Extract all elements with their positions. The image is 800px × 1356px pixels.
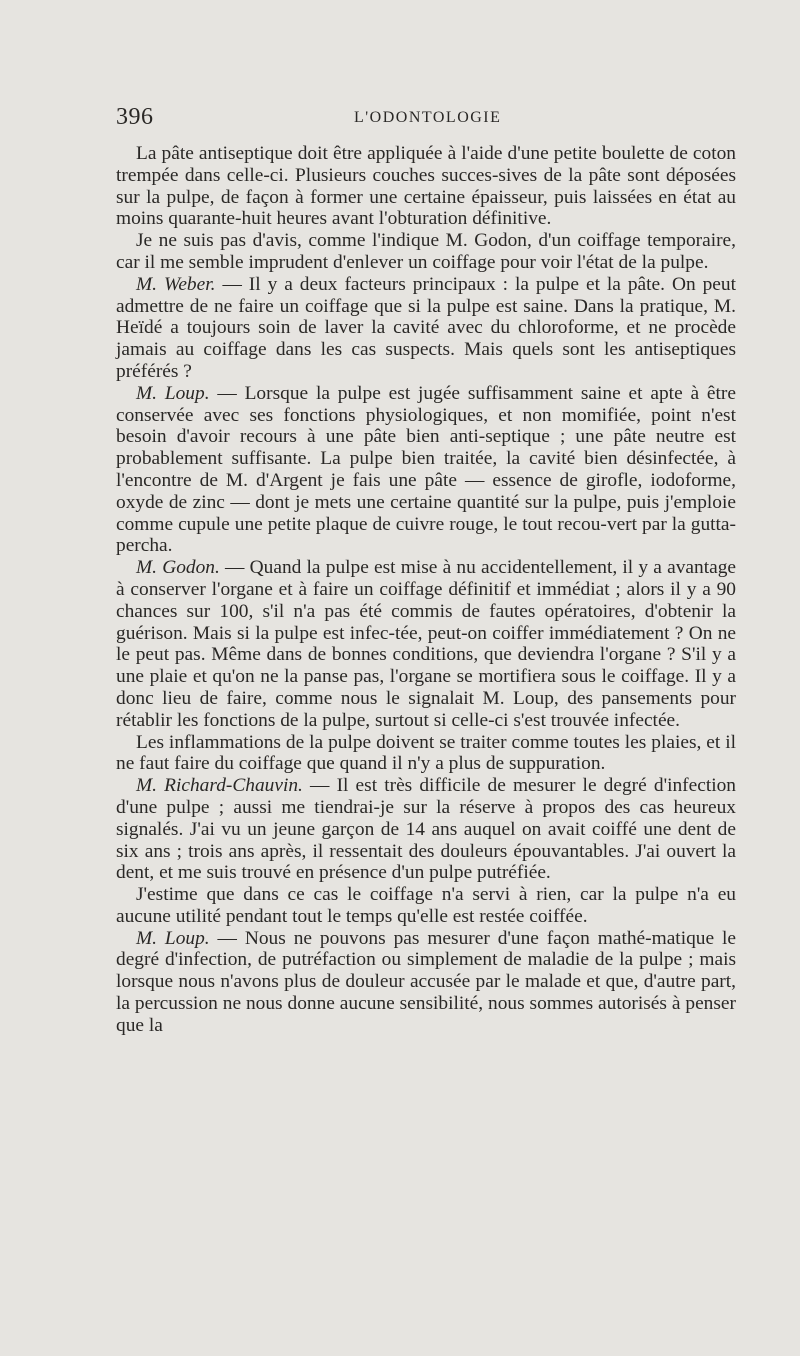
paragraph-text: J'estime que dans ce cas le coiffage n'a servi à rien, car la pulpe n'a eu aucune utilité pendant tout le temps qu'elle est restée coiffée. <box>116 884 736 927</box>
paragraph-text: — Nous ne pouvons pas mesurer d'une façon mathé-matique le degré d'infection, de putréfaction ou simplement de maladie de la pulpe ; mais lorsque nous n'avons plus de douleur accusée par le malade et que, d'autre part, la percussion ne nous donne aucune sensibilité, nous sommes autorisés à penser que la <box>116 927 736 1036</box>
paragraph-text: Je ne suis pas d'avis, comme l'indique M. Godon, d'un coiffage temporaire, car il me semble imprudent d'enlever un coiffage pour voir l'état de la pulpe. <box>116 230 736 273</box>
paragraph-text: Les inflammations de la pulpe doivent se traiter comme toutes les plaies, et il ne faut faire du coiffage que quand il n'y a plus de suppuration. <box>116 731 736 775</box>
paragraph-text: — Il est très difficile de mesurer le degré d'infection d'une pulpe ; aussi me tiendrai-je sur la réserve à propos des cas heureux signalés. J'ai vu un jeune garçon de 14 ans auquel on avait coiffé une dent de six ans ; trois ans après, il ressentait des douleurs épouvantables. J'ai ouvert la dent, et me suis trouvé en présence d'un pulpe putréfiée. <box>116 775 736 884</box>
paragraph <box>116 732 736 776</box>
paragraph <box>116 230 736 274</box>
paragraph-text: — Quand la pulpe est mise à nu accidentellement, il y a avantage à conserver l'organe et à faire un coiffage définitif et immédiat ; alors il y a 90 chances sur 100, s'il n'a pas été commis de fautes opératoires, d'obtenir la guérison. Mais si la pulpe est infec-tée, peut-on coiffer immédiatement ? On ne le peut pas. Même dans de bonnes conditions, que deviendra l'organe ? S'il y a une plaie et qu'on ne la panse pas, l'organe se mortifiera sous le coiffage. Il y a donc lieu de faire, comme nous le signalait M. Loup, des pansements pour rétablir les fonctions de la pulpe, surtout si celle-ci s'est trouvée infectée. <box>116 557 736 731</box>
speaker-name: M. Loup. <box>136 927 210 949</box>
paragraph <box>116 557 736 731</box>
paragraph <box>116 884 736 928</box>
speaker-name: M. Loup. <box>136 382 210 404</box>
speaker-name: M. Weber. <box>136 273 216 295</box>
speaker-name: M. Godon. <box>136 557 220 579</box>
paragraph <box>116 928 736 1037</box>
paragraph <box>116 274 736 383</box>
paragraph <box>116 143 736 230</box>
body-text <box>116 143 736 1037</box>
paragraph-text: — Lorsque la pulpe est jugée suffisamment saine et apte à être conservée avec ses fonctions physiologiques, et non momifiée, point n'est besoin d'avoir recours à une pâte bien anti-septique ; une pâte neutre est probablement suffisante. La pulpe bien traitée, la cavité bien désinfectée, à l'encontre de M. d'Argent je fais une pâte — essence de girofle, iodoforme, oxyde de zinc — dont je mets une certaine quantité sur la pulpe, puis j'emploie comme cupule une petite plaque de cuivre rouge, le tout recou-vert par la gutta-percha. <box>116 382 736 557</box>
paragraph-text: La pâte antiseptique doit être appliquée à l'aide d'une petite boulette de coton trempée dans celle-ci. Plusieurs couches succes-sives de la pâte sont déposées sur la pulpe, de façon à former une certaine épaisseur, puis laissées en état au moins quarante-huit heures avant l'obturation définitive. <box>116 143 736 230</box>
running-title: L'ODONTOLOGIE <box>354 109 502 126</box>
page-number: 396 <box>116 104 154 130</box>
page-header <box>116 104 736 134</box>
paragraph <box>116 775 736 884</box>
paragraph-text: — Il y a deux facteurs principaux : la pulpe et la pâte. On peut admettre de ne faire un coiffage que si la pulpe est saine. Dans la pratique, M. Heïdé a toujours soin de laver la cavité avec du chloroforme, et ne procède jamais au coiffage dans les cas suspects. Mais quels sont les antiseptiques préférés ? <box>116 273 736 382</box>
paragraph <box>116 383 736 557</box>
speaker-name: M. Richard-Chauvin. <box>136 775 303 797</box>
